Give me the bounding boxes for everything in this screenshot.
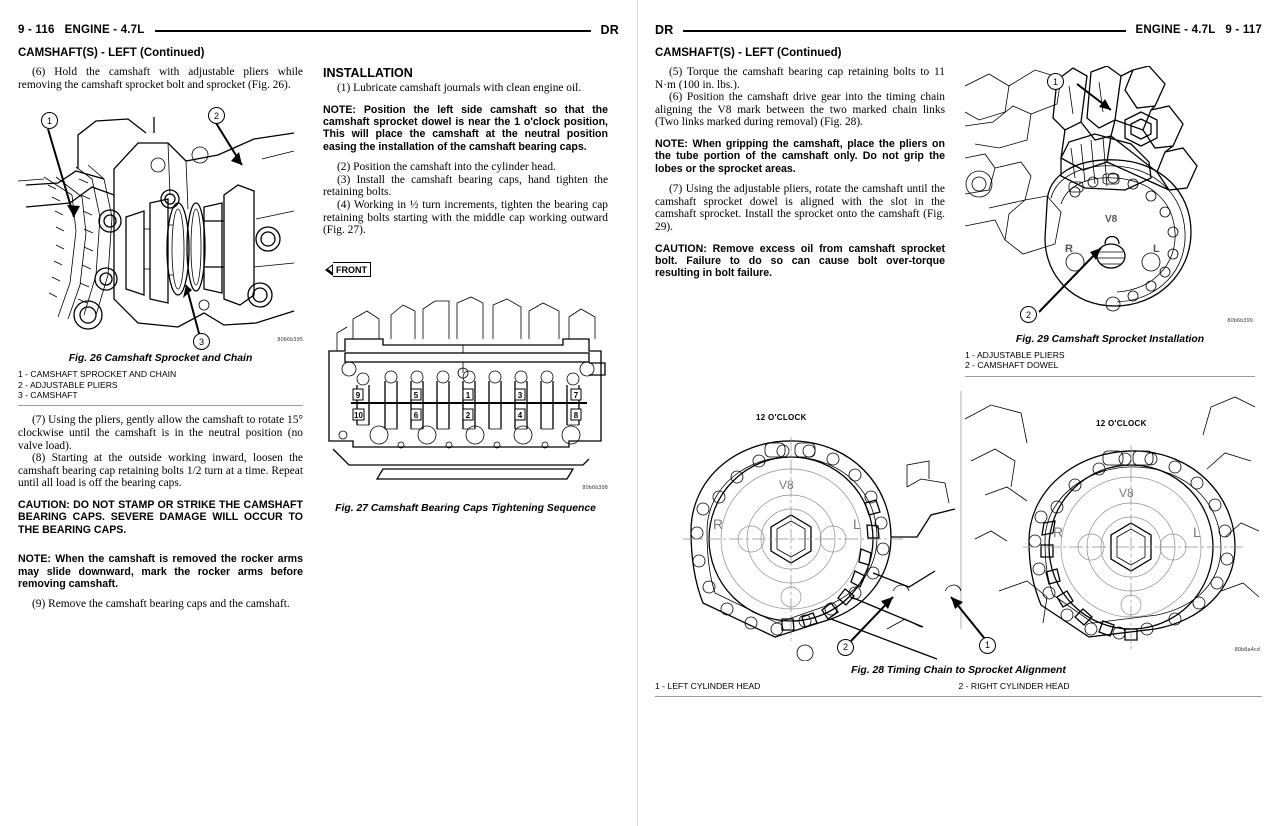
right-page-number: 9 - 117 [1225, 24, 1262, 36]
spacer [18, 406, 303, 414]
figure-26-callout-1: 1 [41, 112, 58, 129]
figure-28-rule [655, 696, 1262, 697]
note-gripping-camshaft: NOTE: When gripping the camshaft, place the pliers on the tube portion of the camshaft only. Do not grip the lobes or the sprocket areas. [655, 137, 945, 175]
svg-text:L: L [853, 515, 861, 532]
figure-26-legend-item-3: 3 - CAMSHAFT [18, 390, 78, 400]
cylinder-head-tightening-sequence-diagram [323, 289, 608, 481]
figure-28-legend [655, 681, 1262, 691]
right-columns [655, 66, 1262, 377]
sequence-number-group [353, 389, 581, 420]
figure-27-caption: Fig. 27 Camshaft Bearing Caps Tightening Sequence [335, 502, 596, 514]
figure-28-caption: Fig. 28 Timing Chain to Sprocket Alignment [851, 664, 1066, 676]
figure-29-legend-item-2: 2 - CAMSHAFT DOWEL [965, 360, 1059, 371]
spacer [18, 590, 303, 598]
note-camshaft-position: NOTE: Position the left side camshaft so that the camshaft sprocket dowel is near the 1 o'clock position, This will place the camshaft at the neutral position easing the installation of the camshaft bearing caps. [323, 103, 608, 153]
caution-bearing-caps: CAUTION: DO NOT STAMP OR STRIKE THE CAMSHAFT BEARING CAPS. SEVERE DAMAGE WILL OCCUR TO THE BEARING CAPS. [18, 498, 303, 536]
svg-text:L: L [1193, 523, 1201, 540]
front-arrow-icon [325, 264, 333, 276]
figure-26-legend-item-1: 1 - CAMSHAFT SPROCKET AND CHAIN [18, 369, 177, 380]
figure-26-legend-item-2: 2 - ADJUSTABLE PLIERS [18, 379, 118, 390]
running-head-rule [155, 30, 591, 32]
figure-29-image [965, 66, 1255, 328]
timing-chain-sprocket-alignment-illustration [655, 391, 1262, 661]
figure-28 [655, 391, 1262, 697]
right-sprocket-group [1023, 445, 1243, 651]
svg-text:2: 2 [465, 410, 471, 420]
svg-text:8: 8 [573, 410, 579, 420]
figure-28-image [655, 391, 1262, 661]
left-page [0, 0, 637, 826]
note-rocker-arms: NOTE: When the camshaft is removed the rocker arms may slide downward, mark the rocker arms before removing camshaft. [18, 553, 303, 590]
figure-29 [965, 66, 1255, 377]
figure-28-callout-1: 1 [979, 637, 996, 654]
svg-text:V8: V8 [779, 477, 794, 492]
svg-text:R: R [1053, 523, 1064, 540]
svg-text:5: 5 [413, 390, 419, 400]
right-column-1 [655, 66, 945, 377]
front-label: FRONT [333, 262, 371, 277]
figure-29-caption: Fig. 29 Camshaft Sprocket Installation [1015, 334, 1205, 345]
left-section-title: CAMSHAFT(S) - LEFT (Continued) [18, 47, 205, 59]
figure-28-clock-label-right: 12 O'CLOCK [1096, 418, 1147, 428]
front-direction-indicator [325, 263, 371, 276]
install-para-3: (3) Install the camshaft bearing caps, hand tighten the retaining bolts. [323, 173, 608, 199]
figure-27 [323, 263, 608, 515]
para-9: (9) Remove the camshaft bearing caps and the camshaft. [32, 598, 290, 611]
right-brand-label: DR [655, 23, 674, 37]
spacer [18, 536, 303, 544]
figure-29-legend [965, 350, 1255, 371]
figure-26-caption: Fig. 26 Camshaft Sprocket and Chain [68, 353, 253, 365]
svg-text:1: 1 [465, 390, 471, 400]
left-column-1 [18, 66, 303, 611]
svg-text:7: 7 [573, 390, 579, 400]
para-7: (7) Using the pliers, gently allow the camshaft to rotate 15° clockwise until the camshaft is in the neutral position (no valve load). [18, 414, 303, 452]
right-running-title: ENGINE - 4.7L [1135, 24, 1216, 36]
figure-28-legend-item-2: 2 - RIGHT CYLINDER HEAD [958, 680, 1070, 691]
install-para-2: (2) Position the camshaft into the cylinder head. [337, 161, 556, 174]
figure-29-callout-1: 1 [1047, 73, 1064, 90]
left-column-2 [323, 66, 608, 611]
right-running-head [655, 22, 1262, 38]
left-running-title: ENGINE - 4.7L [64, 24, 145, 36]
figure-28-clock-label-left: 12 O'CLOCK [756, 412, 807, 422]
spacer [655, 175, 945, 183]
figure-28-image-id: 80b8a4cd [1234, 646, 1260, 653]
camshaft-sprocket-installation-illustration [965, 66, 1255, 328]
figure-26 [18, 99, 303, 406]
para-7-right: (7) Using the adjustable pliers, rotate the camshaft until the camshaft sprocket dowel is aligned with the slot in the camshaft sprocket. Install the sprocket onto the camshaft (Fig. 29). [655, 183, 945, 233]
figure-26-callout-2: 2 [208, 107, 225, 124]
figure-29-rule [965, 376, 1255, 377]
sprocket-mark-l: L [1153, 243, 1160, 255]
para-6-right: (6) Position the camshaft drive gear into the timing chain aligning the V8 mark between the two marked chain links (Two links marked during removal) (Fig. 28). [655, 91, 945, 129]
figure-29-callout-2: 2 [1020, 306, 1037, 323]
installation-heading: INSTALLATION [323, 66, 413, 80]
sprocket-mark-r: R [1065, 243, 1073, 255]
left-sprocket-group [683, 437, 903, 643]
svg-text:4: 4 [517, 410, 523, 420]
right-column-2 [965, 66, 1255, 377]
running-head-rule [683, 30, 1125, 32]
left-running-head [18, 22, 619, 38]
figure-29-legend-item-1: 1 - ADJUSTABLE PLIERS [965, 350, 1065, 360]
figure-27-image-id: 80b6b398 [582, 484, 608, 491]
figure-26-image [18, 99, 303, 349]
svg-text:10: 10 [354, 410, 363, 420]
right-section-title: CAMSHAFT(S) - LEFT (Continued) [655, 47, 842, 59]
figure-26-image-id: 80b6b395 [277, 337, 303, 344]
install-para-1: (1) Lubricate camshaft journals with clean engine oil. [337, 82, 582, 94]
figure-26-rule [18, 405, 303, 406]
install-para-4: (4) Working in ½ turn increments, tighten the bearing cap retaining bolts starting with the middle cap working outward (Fig. 27). [323, 199, 608, 237]
left-brand-label: DR [600, 23, 619, 37]
para-5: (5) Torque the camshaft bearing cap retaining bolts to 11 N·m (100 in. lbs.). [655, 66, 945, 91]
figure-28-legend-item-1: 1 - LEFT CYLINDER HEAD [655, 680, 761, 691]
sprocket-mark-v8: V8 [1105, 214, 1118, 225]
svg-text:9: 9 [355, 390, 361, 400]
left-page-number: 9 - 116 [18, 24, 55, 36]
svg-text:6: 6 [413, 410, 419, 420]
spacer [323, 153, 608, 161]
left-columns [18, 66, 619, 611]
figure-29-image-id: 80b6b399 [1227, 318, 1253, 324]
para-6: (6) Hold the camshaft with adjustable pliers while removing the camshaft sprocket bolt and sprocket (Fig. 26). [18, 66, 303, 91]
right-page [637, 0, 1280, 826]
camshaft-sprocket-chain-illustration [18, 99, 303, 349]
figure-28-callout-2: 2 [837, 639, 854, 656]
figure-26-legend [18, 369, 303, 400]
figure-27-image [323, 289, 608, 491]
svg-text:R: R [713, 515, 724, 532]
para-8: (8) Starting at the outside working inward, loosen the camshaft bearing cap retaining bolts 1/2 turn at a time. Repeat until all load is off the bearing caps. [18, 452, 303, 490]
caution-sprocket-bolt: CAUTION: Remove excess oil from camshaft sprocket bolt. Failure to do so can cause bolt over-torque resulting in bolt failure. [655, 242, 945, 280]
svg-text:3: 3 [517, 390, 523, 400]
svg-text:V8: V8 [1119, 485, 1134, 500]
figure-26-callout-3: 3 [193, 333, 210, 350]
